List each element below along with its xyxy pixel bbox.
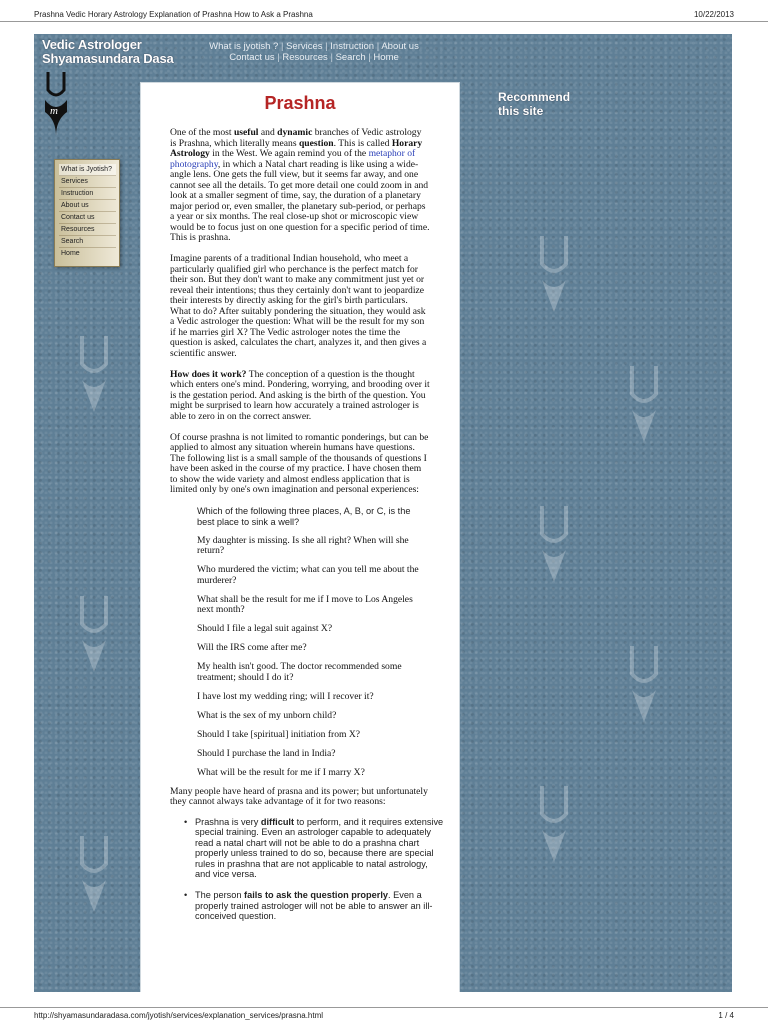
- bullet-icon: •: [184, 890, 188, 900]
- bold-text: useful: [233, 127, 259, 138]
- side-nav-item-home[interactable]: Home: [61, 250, 80, 257]
- question-item: My health isn't good. The doctor recommended some treatment; should I do it?: [197, 661, 402, 683]
- site-title[interactable]: [42, 38, 174, 66]
- text-span: . This is called: [333, 137, 392, 149]
- bold-text: dynamic: [277, 127, 313, 138]
- side-nav-item-services[interactable]: Services: [59, 176, 116, 188]
- question-item: Should I take [spiritual] initiation from X?: [197, 728, 361, 740]
- print-header: [0, 0, 768, 22]
- tilak-watermark-icon: [534, 504, 574, 584]
- question-item: Should I purchase the land in India?: [197, 747, 336, 759]
- top-nav: [199, 41, 429, 63]
- reasons-list: [182, 817, 444, 922]
- nav-link-resources[interactable]: Resources: [282, 52, 328, 63]
- article-content: [140, 82, 460, 992]
- question-item: What is the sex of my unborn child?: [197, 709, 337, 721]
- text-span: and: [258, 127, 278, 138]
- recommend-line2: this site: [498, 104, 544, 118]
- question-item: What will be the result for me if I marry X?: [197, 766, 365, 778]
- bullet-icon: •: [184, 816, 188, 827]
- print-date: 10/22/2013: [693, 10, 734, 19]
- text-span: in the West. We again remind you of the: [209, 148, 369, 159]
- bold-text: difficult: [260, 816, 295, 827]
- text-span: branches of Vedic astrology is Prashna, which literally means: [170, 127, 422, 149]
- nav-link-what-is-jyotish[interactable]: What is jyotish ?: [209, 41, 279, 52]
- tilak-scorpio-icon: [42, 70, 70, 136]
- print-url: http://shyamasundaradasa.com/jyotish/services/explanation_services/prasna.html: [34, 1011, 324, 1020]
- list-item: [182, 890, 444, 922]
- nav-link-search[interactable]: Search: [335, 52, 366, 63]
- text-span: , in which a Natal chart reading is like using a wide-angle lens. One gets the full view, but it seems far away, and one cannot see all the details. To get more detail one could zoom in and look at a smaller segment of time, say, the duration of a planetary major period or, even smaller, the planetary sub-period, or perhaps a year or six months. The real close-up shot or microscopic view would be to focus just on one question for a specific period of time. This is prashna.: [170, 158, 430, 243]
- svg-text:m: m: [50, 105, 58, 117]
- question-item: Who murdered the victim; what can you tell me about the murderer?: [197, 564, 419, 586]
- question-item: I have lost my wedding ring; will I recover it?: [197, 690, 374, 702]
- nav-link-home[interactable]: Home: [373, 52, 399, 63]
- tilak-watermark-icon: [74, 594, 114, 674]
- question-item: My daughter is missing. Is she all right? When will she return?: [197, 534, 409, 556]
- side-nav-item-what-is-jyotish[interactable]: What is Jyotish?: [59, 164, 116, 176]
- bold-text: How does it work?: [170, 368, 247, 380]
- print-page-number: 1 / 4: [718, 1011, 734, 1020]
- questions-intro-paragraph: Of course prashna is not limited to romantic ponderings, but can be applied to almost any situation wherein humans have questions. The following list is a small sample of the thousands of questions I have been asked in the course of my practice. I have chosen them to show the wide variety and almost endless application that is limited only by one's own imagination and personal experiences:: [170, 431, 429, 495]
- page-title: Prashna: [264, 93, 336, 113]
- text-span: to perform, and it requires extensive special training. Even an astrologer capable to adequately read a natal chart will not be able to do a prashna chart properly unless trained to do so, because there are special rules in prashna that are not applicable to natal astrology, and vice versa.: [195, 816, 444, 879]
- nav-separator: |: [325, 41, 328, 52]
- question-item: Will the IRS come after me?: [197, 642, 307, 653]
- tilak-watermark-icon: [534, 234, 574, 314]
- nav-separator: |: [330, 52, 333, 63]
- side-nav-item-contact-us[interactable]: Contact us: [59, 212, 116, 224]
- recommend-line1: Recommend: [498, 90, 571, 104]
- nav-link-contact-us[interactable]: Contact us: [229, 52, 275, 63]
- site-title-line1: Vedic Astrologer: [42, 37, 142, 52]
- nav-link-about-us[interactable]: About us: [381, 41, 419, 52]
- nav-separator: |: [376, 41, 380, 52]
- print-footer: [0, 1007, 768, 1024]
- tilak-watermark-icon: [534, 784, 574, 864]
- top-nav-row1: [199, 41, 429, 52]
- site-title-line2: Shyamasundara Dasa: [42, 51, 174, 66]
- bold-text: Horary Astrology: [170, 137, 423, 159]
- question-item: Which of the following three places, A, B, or C, is the best place to sink a well?: [197, 506, 411, 527]
- side-nav-item-search[interactable]: Search: [59, 236, 116, 248]
- text-span: . Even a properly trained astrologer will not be able to answer an ill-conceived question.: [195, 890, 433, 921]
- tilak-watermark-icon: [74, 334, 114, 414]
- how-it-works-paragraph: [170, 370, 430, 423]
- print-page-title: Prashna Vedic Horary Astrology Explanation of Prashna How to Ask a Prashna: [34, 10, 313, 19]
- recommend-link[interactable]: [498, 90, 570, 118]
- text-span: The person: [195, 890, 245, 900]
- intro-paragraph: [170, 128, 430, 244]
- side-nav-item-resources[interactable]: Resources: [59, 224, 116, 236]
- top-nav-row2: [199, 52, 429, 63]
- side-nav-item-instruction[interactable]: Instruction: [59, 188, 116, 200]
- list-item: [182, 817, 444, 880]
- nav-link-services[interactable]: Services: [286, 41, 323, 52]
- nav-separator: |: [368, 52, 371, 63]
- tilak-watermark-icon: [624, 644, 664, 724]
- tilak-watermark-icon: [74, 834, 114, 914]
- bold-text: question: [298, 137, 334, 149]
- metaphor-of-photography-link[interactable]: metaphor of photography: [170, 148, 416, 170]
- nav-link-instruction[interactable]: Instruction: [330, 41, 375, 52]
- nav-separator: |: [280, 41, 284, 52]
- question-item: What shall be the result for me if I move to Los Angeles next month?: [197, 593, 413, 615]
- text-span: The conception of a question is the thought which enters one's mind. Pondering, worrying, and brooding over it is the gestation period. And asking is the birth of the question. You might be surprised to learn how accurately a trained astrologer is able to zero in on the correct answer.: [170, 368, 430, 422]
- side-nav-item-about-us[interactable]: About us: [59, 200, 116, 212]
- text-span: One of the most: [170, 127, 234, 138]
- tilak-watermark-icon: [624, 364, 664, 444]
- example-paragraph: Imagine parents of a traditional Indian household, who meet a particularly qualified girl who perchance is the perfect match for their son. But they don't want to make any commitment just yet or reveal their intentions; thus they certainly don't want to jeopardize their interests by directly asking for the girl's birth particulars. What to do? After suitably pondering the situation, they would ask a Vedic astrologer the question: What will be the result for my son if he marries girl X? The Vedic astrologer notes the time the question is asked, calculates the chart, analyzes it, and then gives a scientific answer.: [170, 253, 427, 359]
- two-reasons-paragraph: Many people have heard of prasna and its power; but unfortunately they cannot always take advantage of it for two reasons:: [170, 785, 428, 807]
- bold-text: fails to ask the question properly: [244, 890, 388, 900]
- page-background: [34, 34, 732, 992]
- text-span: Prashna is very: [195, 816, 261, 827]
- nav-separator: |: [277, 52, 280, 63]
- side-nav: [54, 159, 120, 267]
- question-item: Should I file a legal suit against X?: [197, 623, 333, 634]
